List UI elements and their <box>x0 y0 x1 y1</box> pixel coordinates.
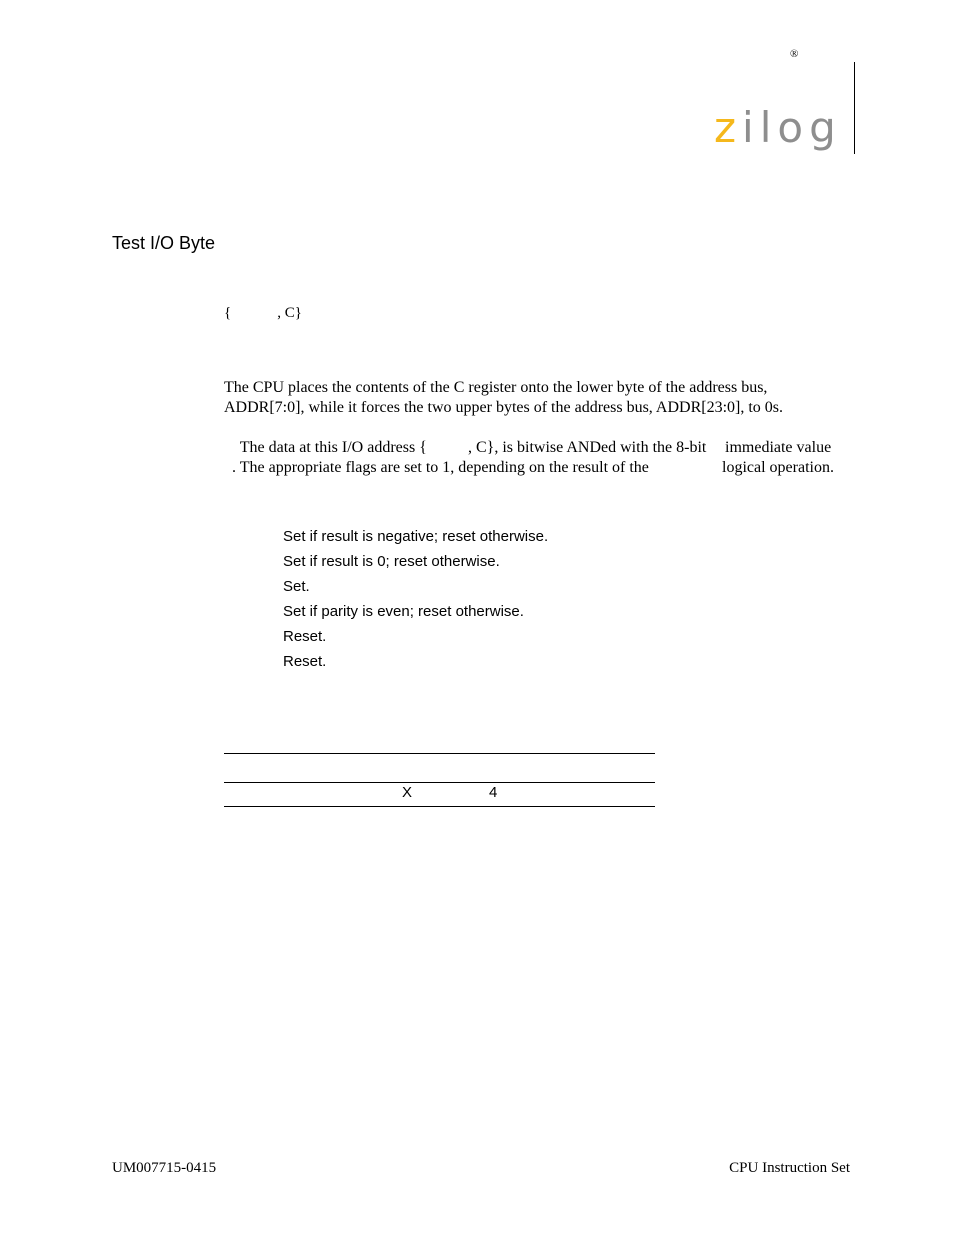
header-rule <box>854 62 855 154</box>
flag-pv-description: Set if parity is even; reset otherwise. <box>283 603 524 620</box>
paragraph-line-2: ADDR[7:0], while it forces the two upper bytes of the address bus, ADDR[23:0], to 0s. <box>224 399 784 416</box>
paragraph-line-3-a: The data at this I/O address { <box>239 439 427 456</box>
paragraph-line-4 <box>224 438 844 476</box>
operand-close: , C} <box>277 305 302 321</box>
registered-mark: ® <box>790 48 799 60</box>
flag-n-description: Reset. <box>283 628 327 645</box>
table-rule-mid <box>224 782 655 783</box>
footer-section: CPU Instruction Set <box>729 1160 850 1176</box>
paragraph-line-3-b: , C}, is bitwise ANDed with the 8-bit <box>468 439 707 456</box>
table-cell-x: X <box>402 784 413 801</box>
zilog-logo <box>712 100 852 158</box>
description-paragraph <box>224 378 844 476</box>
operand-syntax <box>224 305 302 322</box>
table-cell-4: 4 <box>489 784 498 801</box>
zilog-logo-text: zilog <box>714 103 842 152</box>
paragraph-line-1: The CPU places the contents of the C register onto the lower byte of the address bus, <box>224 379 768 396</box>
footer-doc-number: UM007715-0415 <box>112 1160 217 1176</box>
paragraph-line-4-b: logical operation. <box>722 459 834 476</box>
operand-open: { <box>224 305 232 321</box>
flag-c-description: Reset. <box>283 653 327 670</box>
paragraph-line-3 <box>224 418 844 456</box>
flag-s-description: Set if result is negative; reset otherwise. <box>283 528 549 545</box>
flag-z-description: Set if result is 0; reset otherwise. <box>283 553 500 570</box>
table-rule-bottom <box>224 806 655 807</box>
section-title: Test I/O Byte <box>112 233 216 253</box>
paragraph-line-4-a: . The appropriate flags are set to 1, depending on the result of the <box>232 459 649 476</box>
flag-h-description: Set. <box>283 578 310 595</box>
table-rule-top <box>224 753 655 754</box>
paragraph-line-3-c: immediate value <box>725 439 832 456</box>
